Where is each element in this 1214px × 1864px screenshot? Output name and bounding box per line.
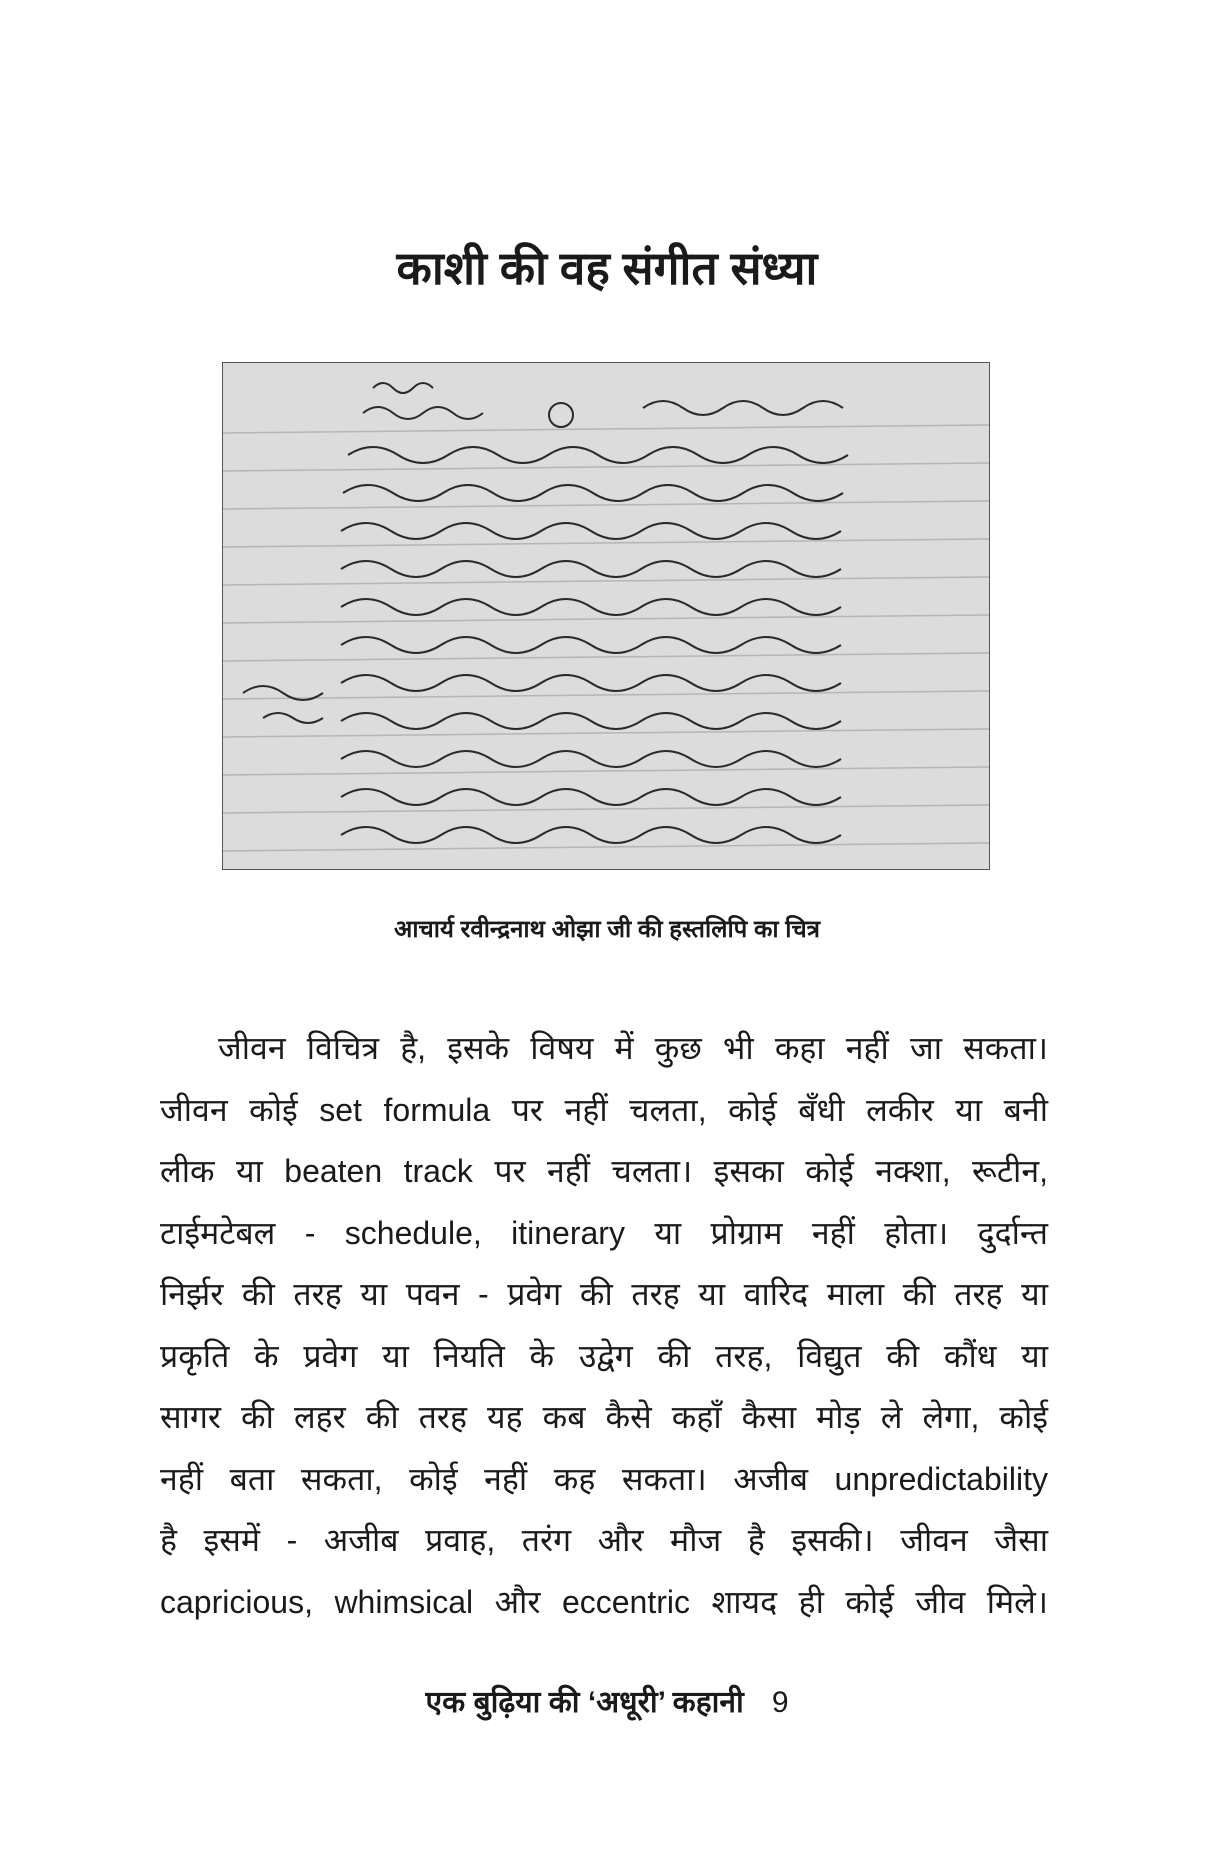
body-line: जीवन कोई set formula पर नहीं चलता, कोई बँधी लकीर या बनी (160, 1091, 1048, 1128)
body-line: capricious, whimsical और eccentric शायद ही कोई जीव मिले। (160, 1583, 1048, 1620)
body-paragraph (160, 1018, 1048, 1633)
body-line: नहीं बता सकता, कोई नहीं कह सकता। अजीब unpredictability (160, 1460, 1048, 1497)
page-footer (0, 1680, 1214, 1721)
body-line: निर्झर की तरह या पवन - प्रवेग की तरह या वारिद माला की तरह या (160, 1276, 1048, 1312)
page-number: 9 (771, 1686, 789, 1719)
body-line: टाईमटेबल - schedule, itinerary या प्रोग्राम नहीं होता। दुर्दान्त (160, 1214, 1048, 1251)
body-line: सागर की लहर की तरह यह कब कैसे कहाँ कैसा मोड़ ले लेगा, कोई (160, 1399, 1048, 1435)
body-line: लीक या beaten track पर नहीं चलता। इसका कोई नक्शा, रूटीन, (160, 1153, 1048, 1189)
body-line: प्रकृति के प्रवेग या नियति के उद्वेग की तरह, विद्युत की कौंध या (160, 1337, 1048, 1374)
handwriting-illustration (223, 363, 989, 869)
image-caption: आचार्य रवीन्द्रनाथ ओझा जी की हस्तलिपि का चित्र (393, 916, 821, 943)
book-title: एक बुढ़िया की ‘अधूरी’ कहानी (425, 1686, 744, 1719)
body-line: है इसमें - अजीब प्रवाह, तरंग और मौज है इसकी। जीवन जैसा (160, 1522, 1048, 1558)
chapter-title: काशी की वह संगीत संध्या (396, 242, 818, 294)
manuscript-image (222, 362, 990, 870)
body-line: जीवन विचित्र है, इसके विषय में कुछ भी कहा नहीं जा सकता। (218, 1030, 1048, 1066)
